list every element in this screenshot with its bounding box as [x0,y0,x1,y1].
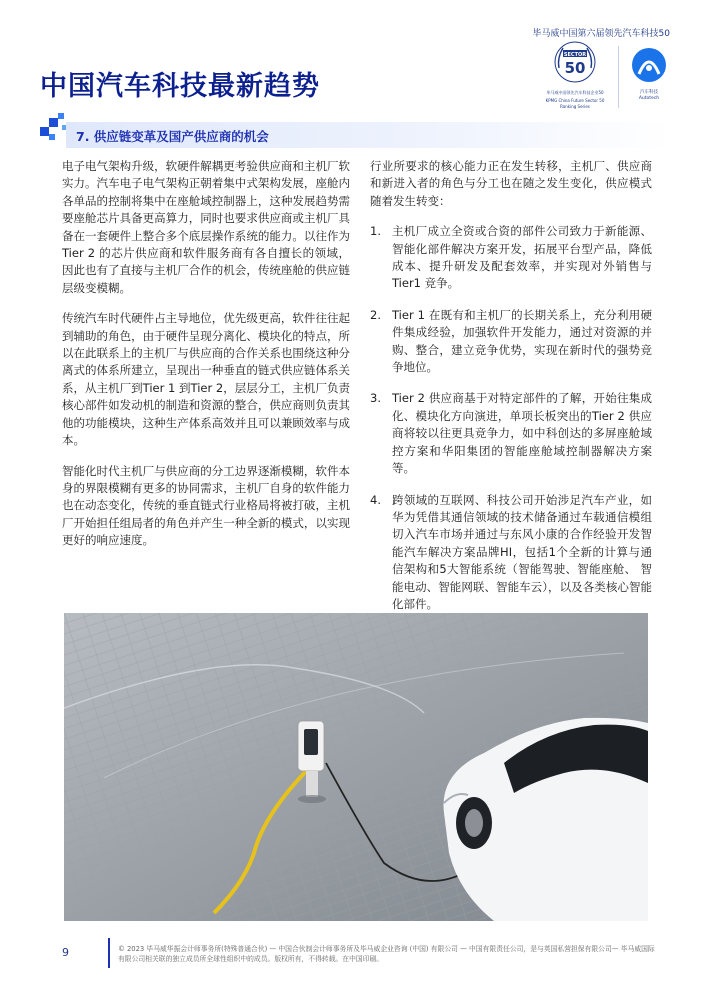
left-paragraph: 电子电气架构升级，软硬件解耦更考验供应商和主机厂软实力。汽车电子电气架构正朝着集中式架构发展，座舱内各单品的控制将集中在座舱域控制器上，这种发展趋势需要座舱芯片具备更高算力，同时也要求供应商或主机厂具备在一套硬件上整合多个底层操作系统的能力。以往作为Tier 2 的芯片供应商和软件服务商有各自擅长的领域，因此也有了直接与主机厂合作的机会，传统座舱的供应链层级变模糊。 [62,159,350,295]
section-title: 7. 供应链变革及国产供应商的机会 [76,129,269,144]
ev-charging-photo [64,613,648,921]
logo50-caption-cn: 毕马威中国领先汽车科技企业50 [546,90,604,95]
header-tag: 毕马威中国第六届领先汽车科技50 [532,29,670,39]
logo-area [540,40,670,114]
left-paragraph: 传统汽车时代硬件占主导地位，优先级更高，软件往往起到辅助的角色，由于硬件呈现分离化、模块化的特点，所以在此联系上的主机厂与供应商的合作关系也围绕这种分离式的体系所建立，呈现出一种垂直的链式供应链体系关系，从主机厂到Tier 1 到Tier 2，层层分工，主机厂负责核心部件如发动机的制造和资源的整合，供应商则负责其他的功能模块，这种生产体系高效并且可以兼顾效率与成本。 [62,311,350,448]
right-column [370,158,652,627]
left-column [62,158,350,563]
list-text: Tier 1 在既有和主机厂的长期关系上，充分利用硬件集成经验，加强软件开发能力，通过对资源的并购、整合，建立竞争优势，实现在新时代的强势竞争地位。 [392,307,652,375]
charging-station-illustration [64,613,648,921]
list-item [370,223,652,293]
list-number: 3. [370,391,381,406]
autotech-caption-en: Autotech [638,96,660,101]
footer-divider [108,938,110,968]
footer-copyright: © 2023 毕马威华振会计师事务所(特殊普通合伙) — 中国合伙制会计师事务所及毕马威企业咨询 (中国) 有限公司 — 中国有限责任公司，是与英国私营担保有限公司— 毕马威国际有限公司相关联的独立成员所全球性组织中的成员。版权所有，不得转载。在中国印刷。 [118,945,655,963]
list-number: 4. [370,492,381,507]
list-item [370,390,652,477]
autotech-logo [628,46,670,110]
sector-number: 50 [564,59,586,77]
transition-list [370,223,652,613]
page-title: 中国汽车科技最新趋势 [40,71,320,102]
sector-50-logo [540,40,610,114]
list-item [370,307,652,377]
autotech-icon [630,46,668,86]
list-text: 主机厂成立全资或合资的部件公司致力于新能源、智能化部件解决方案开发，拓展平台型产品，降低成本、提升研发及配套效率，并实现对外销售与Tier1 竞争。 [392,224,652,291]
laurel-badge-icon [553,40,597,84]
left-paragraph: 智能化时代主机厂与供应商的分工边界逐渐模糊，软件本身的界限模糊有更多的协同需求，主机厂自身的软件能力也在动态变化，传统的垂直链式行业格局将被打破，主机厂开始担任组局者的角色并产生一种全新的模式，以实现更好的响应速度。 [62,463,350,548]
autotech-caption-cn: 汽车科技 [640,90,658,95]
right-intro: 行业所要求的核心能力正在发生转移，主机厂、供应商和新进入者的角色与分工也在随之发生变化，供应模式随着发生转变： [370,159,652,208]
list-text: Tier 2 供应商基于对特定部件的了解，开始往集成化、模块化方向演进，单项长板突出的Tier 2 供应商将较以往更具竞争力，如中科创达的多屏座舱域控方案和华阳集团的智能座舱域控制器解决方案等。 [392,391,652,476]
page-number: 9 [62,946,69,959]
logo50-caption-en: KPMG China Future Sector 50 Ranking Series [545,98,605,109]
list-text: 跨领域的互联网、科技公司开始涉足汽车产业，如华为凭借其通信领域的技术储备通过车载通信模组切入汽车市场并通过与东风小康的合作经验开发智能汽车解决方案品牌HI，包括1个全新的计算与通信架构和5大智能系统（智能驾驶、智能座舱、 智能电动、智能网联、智能车云），以及各类核心智能化部件。 [392,492,652,611]
sector-label: SECTOR [563,51,587,58]
list-number: 2. [370,307,381,322]
list-item [370,492,652,614]
logo-divider [618,46,619,108]
list-number: 1. [370,224,381,239]
